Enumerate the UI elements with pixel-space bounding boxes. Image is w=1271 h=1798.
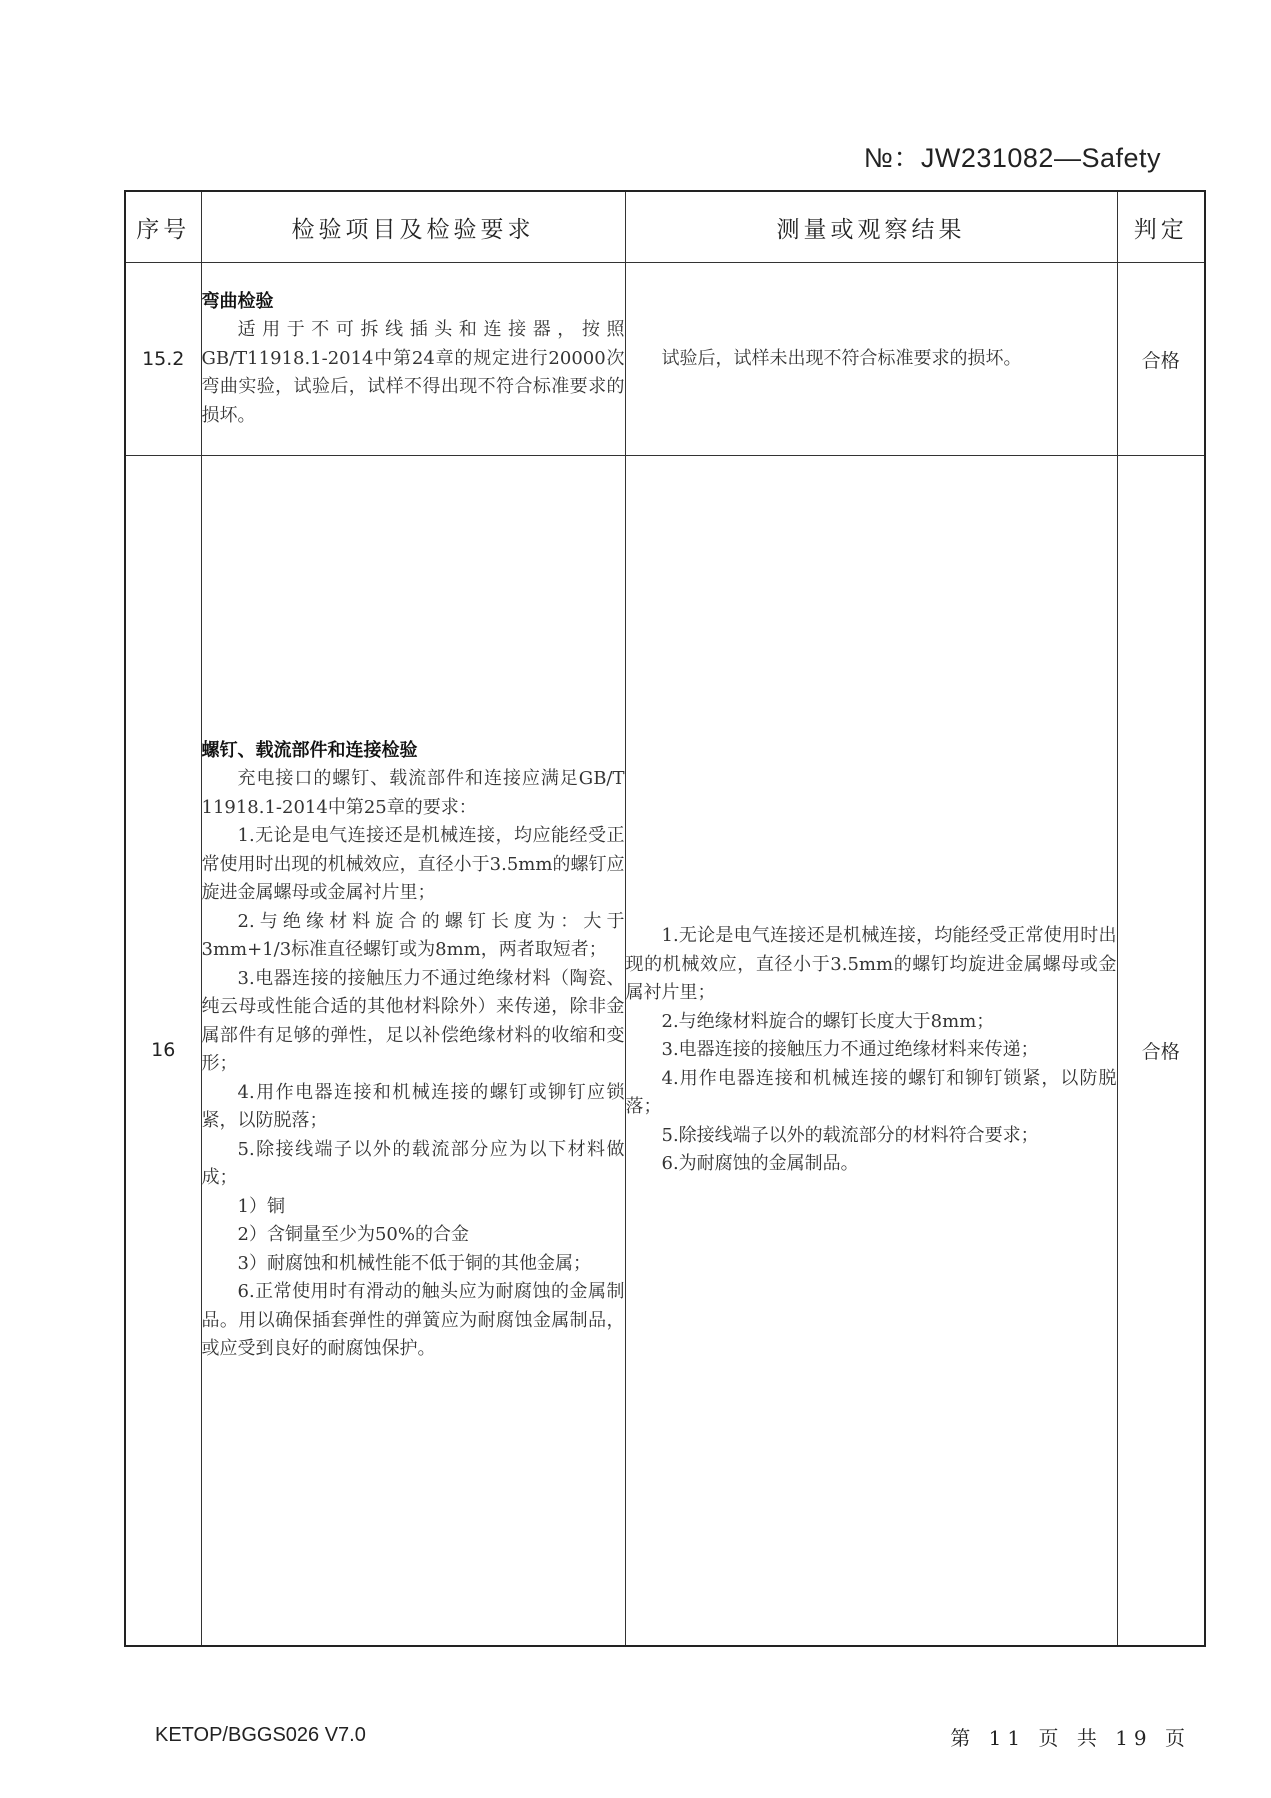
row-verdict: 合格 [1117, 456, 1205, 1646]
result-text: 5.除接线端子以外的载流部分的材料符合要求； [661, 1124, 1039, 1146]
requirement-text: 充电接口的螺钉、载流部件和连接应满足GB/T 11918.1-2014中第25章的要求： [201, 768, 625, 818]
result-text: 6.为耐腐蚀的金属制品。 [661, 1153, 859, 1174]
table-row [125, 263, 1205, 456]
result-text: 1.无论是电气连接还是机械连接，均能经受正常使用时出现的机械效应，直径小于3.5mm的螺钉均旋进金属螺母或金属衬片里； [625, 925, 1117, 1003]
table-header-row [125, 191, 1205, 263]
result-text: 3.电器连接的接触压力不通过绝缘材料来传递； [661, 1039, 1039, 1060]
row-serial-no: 15.2 [125, 263, 201, 456]
item-title: 螺钉、载流部件和连接检验 [201, 739, 418, 761]
table-row [125, 456, 1205, 1646]
result-text: 4.用作电器连接和机械连接的螺钉和铆钉锁紧，以防脱落； [625, 1067, 1117, 1117]
row-result [625, 456, 1117, 1646]
item-title: 弯曲检验 [201, 290, 274, 312]
requirement-text: 2.与绝缘材料旋合的螺钉长度为：大于3mm+1/3标准直径螺钉或为8mm，两者取短者； [201, 910, 625, 961]
report-number: №：JW231082—Safety [863, 143, 1161, 173]
form-code: KETOP/BGGS026 V7.0 [155, 1724, 366, 1746]
header-serial-no: 序号 [125, 191, 201, 263]
row-requirements [201, 263, 625, 456]
requirement-text: 5.除接线端子以外的载流部分应为以下材料做成； [201, 1138, 625, 1189]
requirement-text: 3）耐腐蚀和机械性能不低于铜的其他金属； [237, 1252, 591, 1274]
result-text: 试验后，试样未出现不符合标准要求的损坏。 [661, 347, 1022, 369]
header-result: 测量或观察结果 [625, 191, 1117, 263]
row-verdict: 合格 [1117, 263, 1205, 456]
header-inspection-item: 检验项目及检验要求 [201, 191, 625, 263]
requirement-text: 3.电器连接的接触压力不通过绝缘材料（陶瓷、纯云母或性能合适的其他材料除外）来传递，除非金属部件有足够的弹性，足以补偿绝缘材料的收缩和变形； [201, 967, 625, 1075]
requirement-text: 2）含铜量至少为50%的合金 [237, 1224, 469, 1246]
page-number: 第 11 页 共 19 页 [950, 1726, 1191, 1750]
result-text: 2.与绝缘材料旋合的螺钉长度大于8mm； [661, 1010, 995, 1032]
row-result [625, 263, 1117, 456]
requirement-text: 适用于不可拆线插头和连接器，按照GB/T11918.1-2014中第24章的规定进行20000次弯曲实验，试验后，试样不得出现不符合标准要求的损坏。 [201, 319, 625, 426]
requirement-text: 1）铜 [237, 1195, 285, 1217]
requirement-text: 6.正常使用时有滑动的触头应为耐腐蚀的金属制品。用以确保插套弹性的弹簧应为耐腐蚀金属制品，或应受到良好的耐腐蚀保护。 [201, 1281, 625, 1360]
requirement-text: 1.无论是电气连接还是机械连接，均应能经受正常使用时出现的机械效应，直径小于3.5mm的螺钉应旋进金属螺母或金属衬片里； [201, 825, 625, 904]
row-serial-no: 16 [125, 456, 201, 1646]
requirement-text: 4.用作电器连接和机械连接的螺钉或铆钉应锁紧，以防脱落； [201, 1081, 625, 1132]
inspection-table [124, 190, 1206, 1647]
row-requirements [201, 456, 625, 1646]
header-verdict: 判定 [1117, 191, 1205, 263]
